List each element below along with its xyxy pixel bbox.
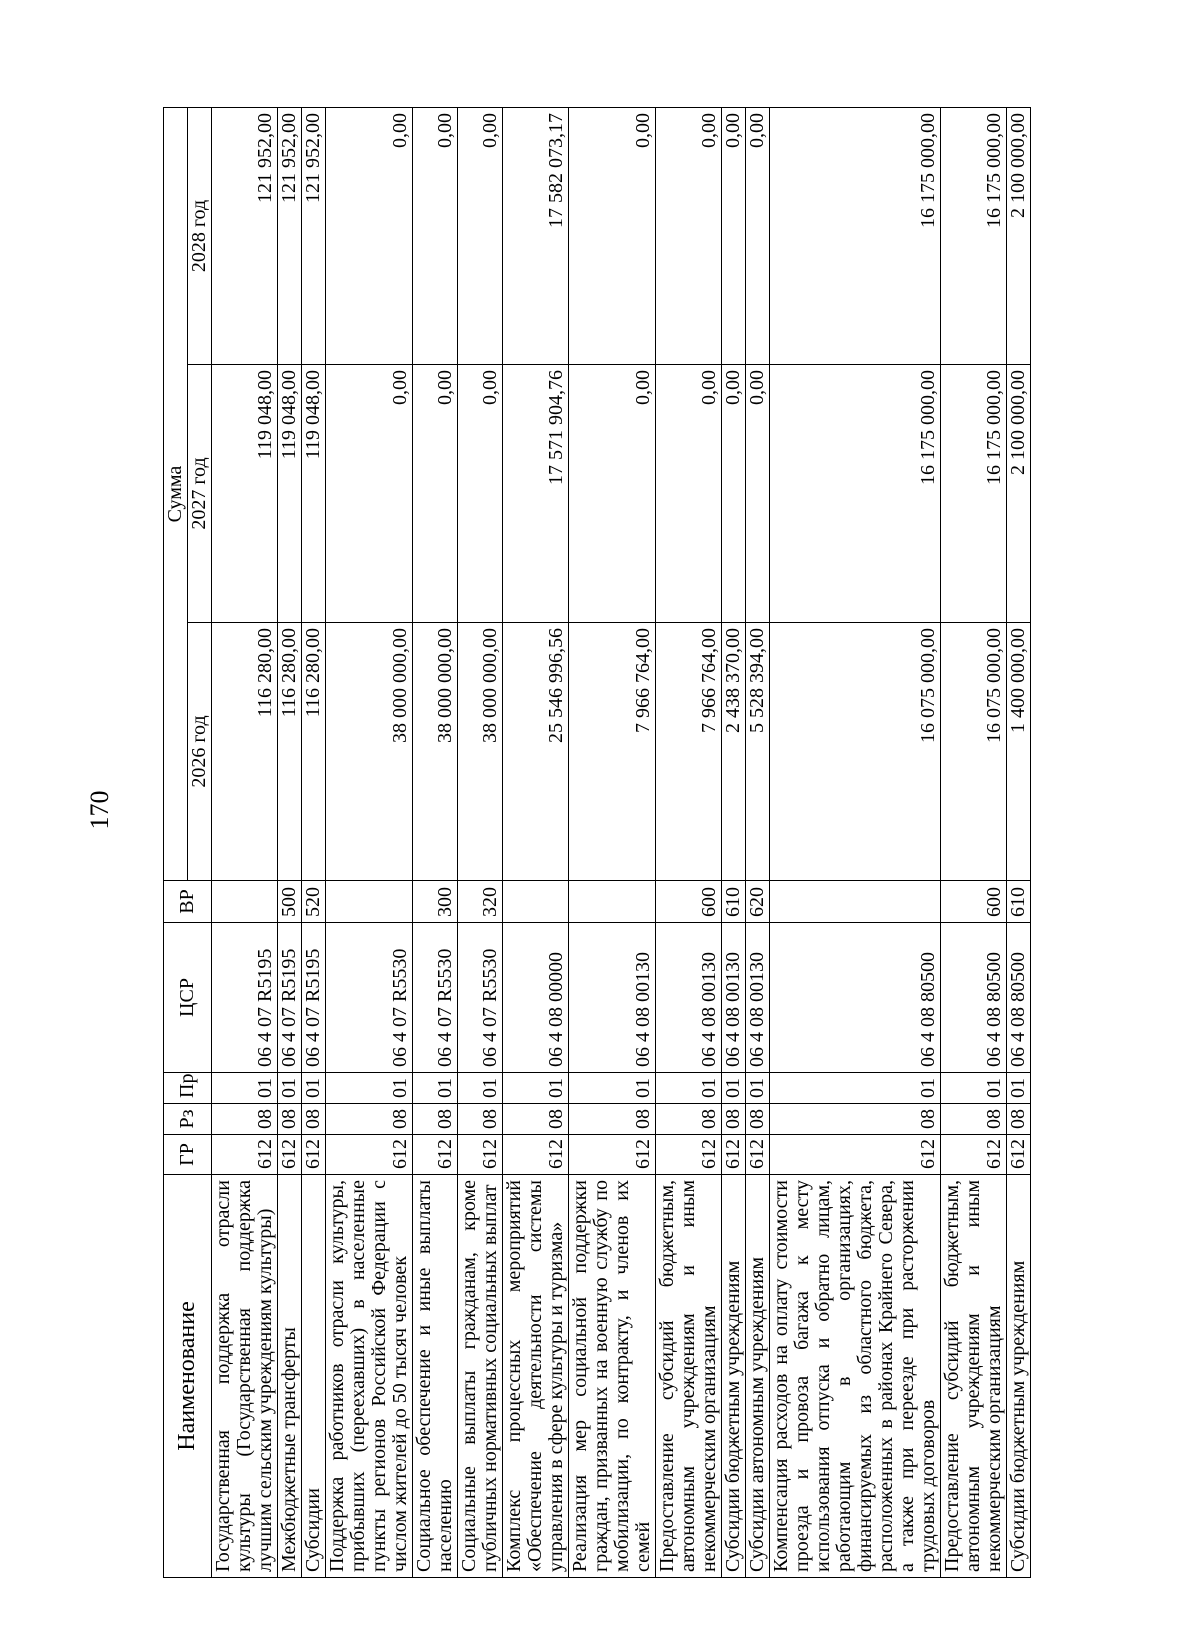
row-pr: 01 (326, 1073, 413, 1104)
row-csr: 06 4 08 00130 (722, 923, 746, 1073)
row-gr: 612 (326, 1135, 413, 1175)
row-sum-2027: 0,00 (569, 365, 656, 623)
row-name: Предоставление субсидий бюджетным, автономным учреждениям и иным некоммерческим организациям (656, 1175, 722, 1578)
row-name: Субсидии автономным учреждениям (746, 1175, 770, 1578)
row-name: Межбюджетные трансферты (278, 1175, 302, 1578)
row-sum-2026: 38 000 000,00 (326, 623, 413, 881)
row-csr: 06 4 08 00130 (569, 923, 656, 1073)
row-name: Предоставление субсидий бюджетным, автономным учреждениям и иным некоммерческим организациям (941, 1175, 1007, 1578)
row-sum-2026: 1 400 000,00 (1007, 623, 1031, 881)
row-name: Социальное обеспечение и иные выплаты населению (413, 1175, 458, 1578)
row-vr: 620 (746, 881, 770, 923)
row-rz: 08 (569, 1104, 656, 1135)
table-row (941, 108, 1007, 1578)
row-sum-2027: 2 100 000,00 (1007, 365, 1031, 623)
table-row (746, 108, 770, 1578)
row-vr (503, 881, 569, 923)
header-csr: ЦСР (164, 923, 212, 1073)
row-name: Субсидии бюджетным учреждениям (1007, 1175, 1031, 1578)
row-rz: 08 (503, 1104, 569, 1135)
row-name: Государственная поддержка отрасли культуры (Государственная поддержка лучшим сельским учреждениям культуры) (212, 1175, 278, 1578)
row-rz: 08 (656, 1104, 722, 1135)
row-pr: 01 (722, 1073, 746, 1104)
row-gr: 612 (212, 1135, 278, 1175)
row-sum-2027: 0,00 (746, 365, 770, 623)
row-sum-2026: 5 528 394,00 (746, 623, 770, 881)
header-vr: ВР (164, 881, 212, 923)
row-name: Компенсация расходов на оплату стоимости проезда и провоза багажа к месту использования отпуска и обратно лицам, работающим в организациях, финансируемых из областного бюджета, расположенных в районах Крайнего Севера, а также при переезде при расторжении трудовых договоров (770, 1175, 941, 1578)
row-csr: 06 4 08 00000 (503, 923, 569, 1073)
header-2028: 2028 год (188, 108, 212, 365)
row-vr: 610 (722, 881, 746, 923)
row-sum-2028: 0,00 (326, 108, 413, 365)
header-row-1 (164, 108, 188, 1578)
row-name: Субсидии бюджетным учреждениям (722, 1175, 746, 1578)
row-pr: 01 (278, 1073, 302, 1104)
row-sum-2026: 25 546 996,56 (503, 623, 569, 881)
row-csr: 06 4 07 R5530 (458, 923, 503, 1073)
row-sum-2028: 121 952,00 (302, 108, 326, 365)
row-name: Комплекс процессных мероприятий «Обеспечение деятельности системы управления в сфере культуры и туризма» (503, 1175, 569, 1578)
header-gr: ГР (164, 1135, 212, 1175)
budget-table (163, 107, 1031, 1578)
row-rz: 08 (746, 1104, 770, 1135)
row-gr: 612 (1007, 1135, 1031, 1175)
row-sum-2026: 116 280,00 (302, 623, 326, 881)
table-row (722, 108, 746, 1578)
row-pr: 01 (656, 1073, 722, 1104)
row-csr: 06 4 08 80500 (770, 923, 941, 1073)
row-sum-2027: 119 048,00 (302, 365, 326, 623)
row-gr: 612 (941, 1135, 1007, 1175)
row-vr: 610 (1007, 881, 1031, 923)
row-csr: 06 4 07 R5530 (413, 923, 458, 1073)
row-vr: 600 (656, 881, 722, 923)
row-sum-2027: 0,00 (722, 365, 746, 623)
table-row (212, 108, 278, 1578)
row-gr: 612 (770, 1135, 941, 1175)
row-gr: 612 (278, 1135, 302, 1175)
table-row (326, 108, 413, 1578)
row-gr: 612 (746, 1135, 770, 1175)
row-pr: 01 (569, 1073, 656, 1104)
row-rz: 08 (326, 1104, 413, 1135)
row-pr: 01 (212, 1073, 278, 1104)
row-pr: 01 (503, 1073, 569, 1104)
row-sum-2027: 17 571 904,76 (503, 365, 569, 623)
row-csr: 06 4 07 R5195 (302, 923, 326, 1073)
row-rz: 08 (1007, 1104, 1031, 1135)
row-gr: 612 (302, 1135, 326, 1175)
row-vr: 500 (278, 881, 302, 923)
row-sum-2028: 0,00 (413, 108, 458, 365)
row-sum-2027: 0,00 (413, 365, 458, 623)
row-rz: 08 (413, 1104, 458, 1135)
row-sum-2026: 38 000 000,00 (413, 623, 458, 881)
row-sum-2026: 16 075 000,00 (770, 623, 941, 881)
row-sum-2026: 7 966 764,00 (656, 623, 722, 881)
row-sum-2028: 17 582 073,17 (503, 108, 569, 365)
row-csr: 06 4 08 00130 (746, 923, 770, 1073)
table-row (656, 108, 722, 1578)
budget-table-rotated (163, 108, 1186, 1578)
row-sum-2027: 119 048,00 (212, 365, 278, 623)
row-name: Реализация мер социальной поддержки граждан, призванных на военную службу по мобилизации, по контракту, и членов их семей (569, 1175, 656, 1578)
row-csr: 06 4 07 R5195 (278, 923, 302, 1073)
row-pr: 01 (1007, 1073, 1031, 1104)
row-csr: 06 4 08 80500 (941, 923, 1007, 1073)
row-gr: 612 (656, 1135, 722, 1175)
row-rz: 08 (770, 1104, 941, 1135)
table-row (302, 108, 326, 1578)
row-rz: 08 (302, 1104, 326, 1135)
row-sum-2028: 121 952,00 (212, 108, 278, 365)
table-row (1007, 108, 1031, 1578)
row-sum-2028: 2 100 000,00 (1007, 108, 1031, 365)
row-pr: 01 (458, 1073, 503, 1104)
row-sum-2027: 119 048,00 (278, 365, 302, 623)
row-sum-2027: 16 175 000,00 (770, 365, 941, 623)
row-sum-2026: 116 280,00 (212, 623, 278, 881)
row-gr: 612 (458, 1135, 503, 1175)
row-rz: 08 (278, 1104, 302, 1135)
header-sum: Сумма (164, 108, 188, 881)
header-2027: 2027 год (188, 365, 212, 623)
table-row (278, 108, 302, 1578)
row-sum-2028: 16 175 000,00 (941, 108, 1007, 365)
row-sum-2026: 16 075 000,00 (941, 623, 1007, 881)
row-name: Социальные выплаты гражданам, кроме публичных нормативных социальных выплат (458, 1175, 503, 1578)
row-sum-2028: 0,00 (746, 108, 770, 365)
table-row (458, 108, 503, 1578)
row-pr: 01 (413, 1073, 458, 1104)
row-sum-2026: 2 438 370,00 (722, 623, 746, 881)
row-sum-2028: 0,00 (722, 108, 746, 365)
row-gr: 612 (413, 1135, 458, 1175)
row-vr: 520 (302, 881, 326, 923)
row-vr (212, 881, 278, 923)
row-sum-2027: 0,00 (326, 365, 413, 623)
row-csr: 06 4 08 80500 (1007, 923, 1031, 1073)
row-rz: 08 (941, 1104, 1007, 1135)
row-gr: 612 (569, 1135, 656, 1175)
row-sum-2026: 116 280,00 (278, 623, 302, 881)
row-gr: 612 (503, 1135, 569, 1175)
row-sum-2028: 121 952,00 (278, 108, 302, 365)
row-gr: 612 (722, 1135, 746, 1175)
header-pr: Пр (164, 1073, 212, 1104)
header-2026: 2026 год (188, 623, 212, 881)
row-sum-2027: 0,00 (656, 365, 722, 623)
table-row (503, 108, 569, 1578)
row-rz: 08 (212, 1104, 278, 1135)
page-number: 170 (85, 790, 114, 830)
row-sum-2026: 38 000 000,00 (458, 623, 503, 881)
row-csr: 06 4 07 R5195 (212, 923, 278, 1073)
row-sum-2028: 0,00 (458, 108, 503, 365)
row-csr: 06 4 07 R5530 (326, 923, 413, 1073)
row-vr (770, 881, 941, 923)
row-pr: 01 (302, 1073, 326, 1104)
row-rz: 08 (722, 1104, 746, 1135)
row-name: Поддержка работников отрасли культуры, прибывших (переехавших) в населенные пункты регионов Российской Федерации с числом жителей до 50 тысяч человек (326, 1175, 413, 1578)
row-pr: 01 (770, 1073, 941, 1104)
header-rz: Рз (164, 1104, 212, 1135)
row-sum-2027: 0,00 (458, 365, 503, 623)
table-row (413, 108, 458, 1578)
row-rz: 08 (458, 1104, 503, 1135)
row-name: Субсидии (302, 1175, 326, 1578)
row-vr (326, 881, 413, 923)
row-sum-2027: 16 175 000,00 (941, 365, 1007, 623)
row-vr: 600 (941, 881, 1007, 923)
table-row (770, 108, 941, 1578)
table-row (569, 108, 656, 1578)
row-sum-2028: 0,00 (569, 108, 656, 365)
row-vr (569, 881, 656, 923)
row-pr: 01 (746, 1073, 770, 1104)
row-pr: 01 (941, 1073, 1007, 1104)
row-vr: 300 (413, 881, 458, 923)
row-sum-2028: 16 175 000,00 (770, 108, 941, 365)
header-name: Наименование (164, 1175, 212, 1578)
row-sum-2026: 7 966 764,00 (569, 623, 656, 881)
row-sum-2028: 0,00 (656, 108, 722, 365)
row-vr: 320 (458, 881, 503, 923)
row-csr: 06 4 08 00130 (656, 923, 722, 1073)
